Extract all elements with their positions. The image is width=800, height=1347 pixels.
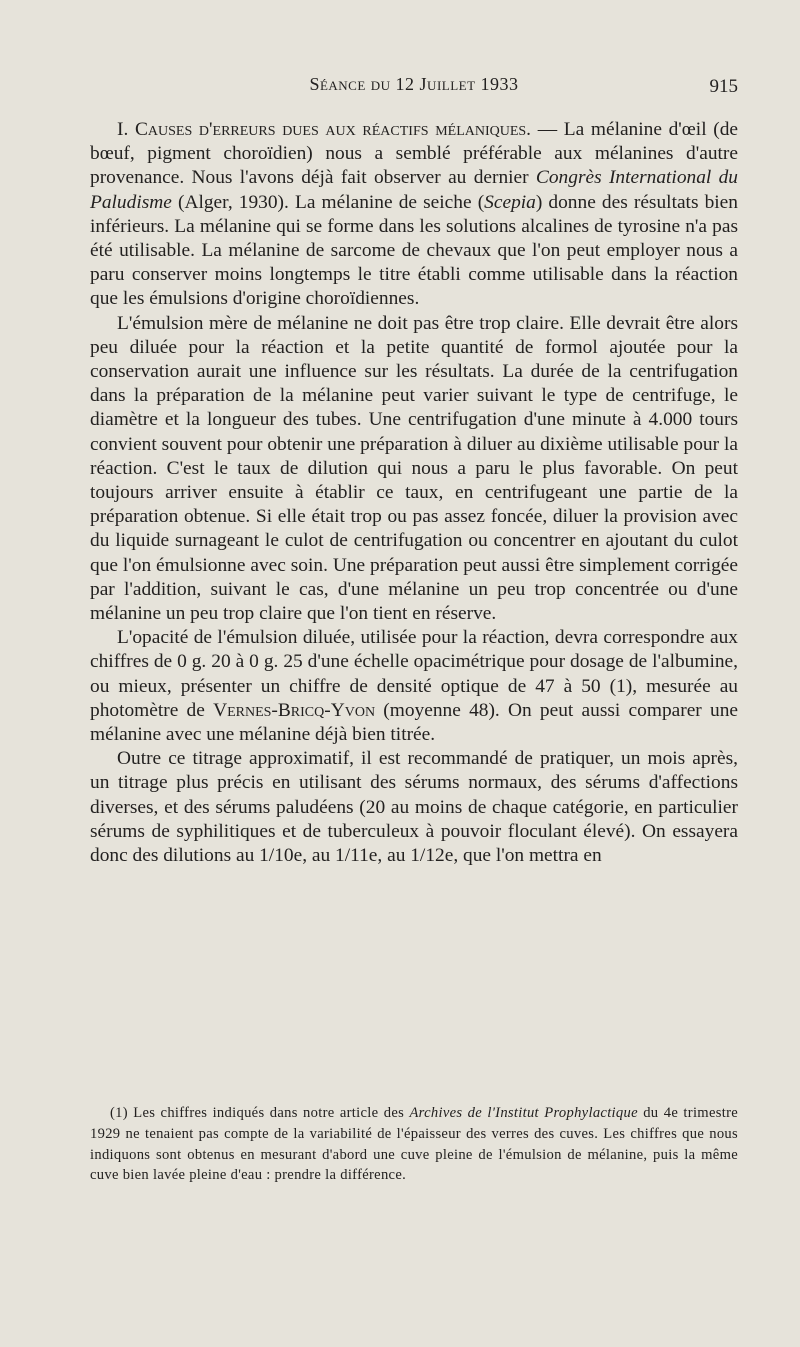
paragraph-text: ) donne des résultats bien inférieurs. La mélanine qui se forme dans les solutions alcalines de tyrosine n'a pas été utilisable. La mélanine de sarcome de chevaux que l'on peut employer nous a paru conserver moins longtemps le titre établi comme utilisable dans la réaction que les émulsions d'origine choroïdiennes. (90, 191, 738, 310)
running-title: Séance du 12 Juillet 1933 (309, 74, 519, 94)
italic-species: Scepia (484, 191, 536, 213)
paragraph-text: L'opacité de l'émulsion diluée, utilisée pour la réaction, devra correspondre aux chiffres de 0 g. 20 à 0 g. 25 d'une échelle opacimétrique pour dosage de l'albumine, ou mieux, présenter un chiffre de densité optique de 47 à 50 (1), mesurée au photomètre de (90, 627, 738, 721)
main-text (90, 118, 738, 868)
paragraph-emulsion: L'émulsion mère de mélanine ne doit pas être trop claire. Elle devrait être alors peu diluée pour la réaction et la petite quantité de formol ajoutée pour la conservation aurait une influence sur les résultats. La durée de la centrifugation dans la préparation de la mélanine peut varier suivant le type de centrifuge, le diamètre et la longueur des tubes. Une centrifugation d'une minute à 4.000 tours convient souvent pour obtenir une préparation à diluer au dixième utilisable pour la réaction. C'est le taux de dilution qui nous a paru le plus favorable. On peut toujours arriver ensuite à établir ce taux, en centrifugeant une partie de la préparation obtenue. Si elle était trop ou pas assez foncée, diluer la provision avec du liquide surnageant le culot de centrifugation ou concentrer en ajoutant du culot que l'on émulsionne avec soin. Une préparation peut aussi être simplement corrigée par l'addition, suivant le cas, d'une mélanine un peu trop concentrée ou d'une mélanine un peu trop claire que l'on tient en réserve. (90, 312, 738, 625)
italic-title: Congrès International du Paludisme (90, 167, 738, 213)
footnote (90, 1103, 738, 1186)
page-number: 915 (709, 76, 738, 97)
paragraph-text: (moyenne 48). On peut aussi comparer une mélanine avec une mélanine déjà bien titrée. (90, 699, 738, 746)
paragraph-text: — La mélanine d'œil (de bœuf, pigment choroïdien) nous a semblé préférable aux mélanines d'autre provenance. Nous l'avons déjà fait observer au dernier (90, 119, 738, 189)
paragraph-text: (Alger, 1930). La mélanine de seiche ( (171, 191, 485, 213)
paragraph-opacity (90, 626, 738, 747)
section-heading: Causes d'erreurs dues aux réactifs mélaniques. (134, 119, 532, 140)
footnote-italic: Archives de l'Institut Prophylactique (409, 1105, 638, 1121)
paragraph-causes (90, 118, 738, 312)
paragraph-titrage: Outre ce titrage approximatif, il est recommandé de pratiquer, un mois après, un titrage plus précis en utilisant des sérums normaux, des sérums d'affections diverses, et des sérums paludéens (20 au moins de chaque catégorie, en particulier sérums de syphilitiques et de tuberculeux à pouvoir floculant élevé). On essayera donc des dilutions au 1/10e, au 1/11e, au 1/12e, que l'on mettra en (90, 748, 738, 867)
section-number: I. (117, 119, 135, 140)
footnote-text: (1) Les chiffres indiqués dans notre article des (110, 1105, 410, 1121)
footnote-text: du 4e trimestre 1929 ne tenaient pas compte de la variabilité de l'épaisseur des verres des cuves. Les chiffres que nous indiquons sont obtenus en mesurant d'abord une cuve pleine de l'émulsion de mélanine, puis la même cuve bien lavée pleine d'eau : prendre la différence. (90, 1105, 739, 1184)
page-header (90, 74, 738, 104)
author-name: Vernes-Bricq-Yvon (213, 699, 376, 721)
